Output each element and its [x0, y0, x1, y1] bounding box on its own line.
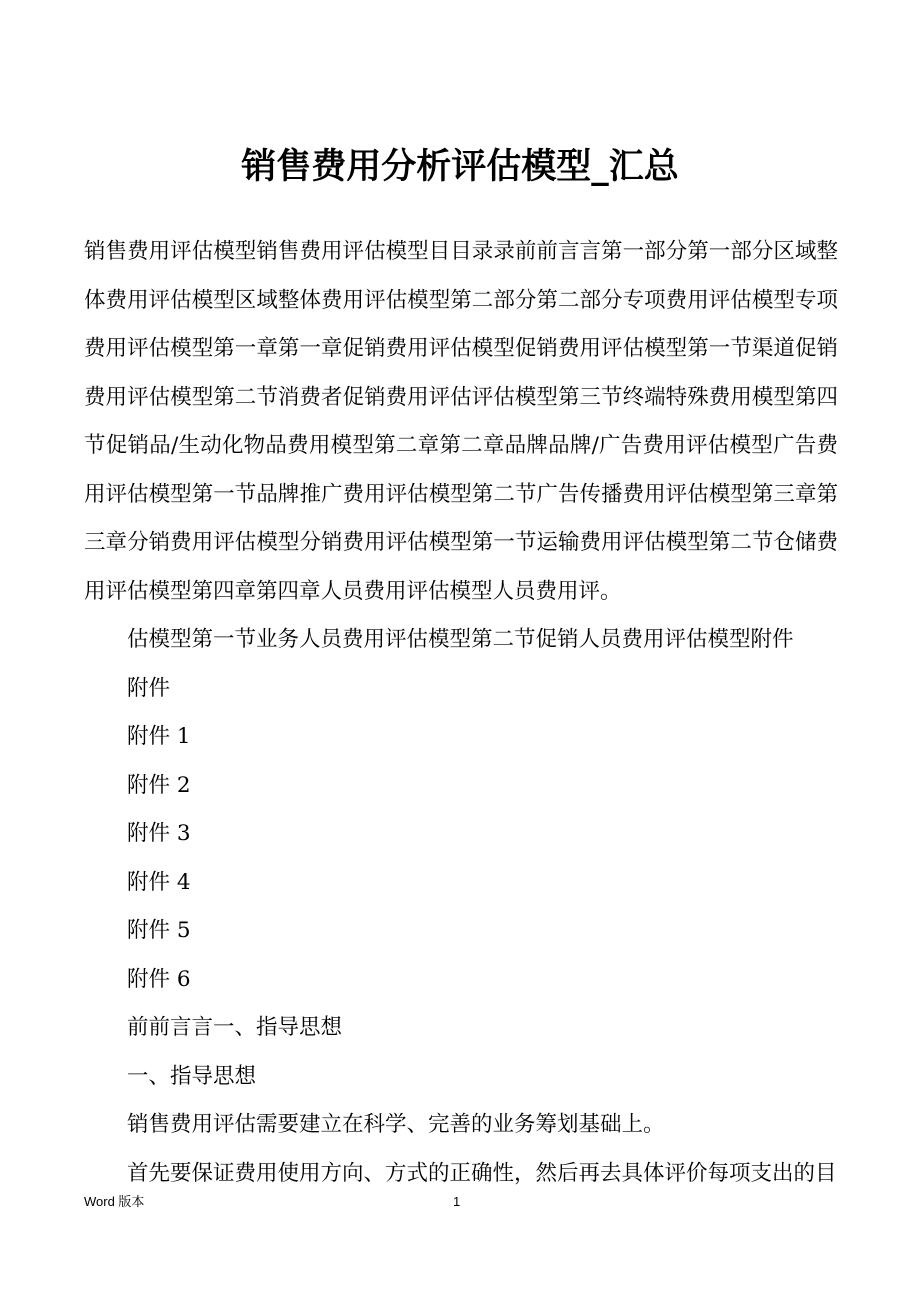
paragraph-guiding-thought: 一、指导思想	[127, 1063, 257, 1089]
paragraph-toc-continued: 估模型第一节业务人员费用评估模型第二节促销人员费用评估模型附件	[127, 627, 794, 652]
paragraph-appendix-1: 附件 1	[127, 724, 191, 749]
paragraph-body-2: 首先要保证费用使用方向、方式的正确性，然后再去具体评价每项支出的目	[127, 1160, 837, 1186]
paragraph-appendix-6: 附件 6	[127, 966, 191, 992]
paragraph-appendix: 附件	[127, 675, 171, 701]
paragraph-appendix-4: 附件 4	[127, 869, 191, 895]
paragraph-appendix-3: 附件 3	[127, 821, 191, 846]
intro-paragraph: 销售费用评估模型销售费用评估模型目目录录前前言言第一部分第一部分区域整体费用评估模型区域整体费用评估模型第二部分第二部分专项费用评估模型专项费用评估模型第一章第一章促销费用评估模型促销费用评估模型第一节渠道促销费用评估模型第二节消费者促销费用评估评估模型第三节终端特殊费用模型第四节促销品/生动化物品费用模型第二章第二章品牌品牌/广告费用评估模型广告费用评估模型第一节品牌推广费用评估模型第二节广告传播费用评估模型第三章第三章分销费用评估模型分销费用评估模型第一节运输费用评估模型第二节仓储费用评估模型第四章第四章人员费用评估模型人员费用评。	[84, 239, 838, 604]
paragraph-body-1: 销售费用评估需要建立在科学、完善的业务筹划基础上。	[127, 1112, 665, 1137]
paragraph-preface-heading: 前前言言一、指导思想	[127, 1015, 343, 1040]
footer-page-number: 1	[453, 1194, 461, 1209]
paragraph-appendix-5: 附件 5	[127, 918, 191, 943]
document-title: 销售费用分析评估模型_汇总	[241, 146, 679, 187]
document-body	[84, 228, 838, 1198]
footer-version-label: Word 版本	[84, 1194, 145, 1209]
paragraph-appendix-2: 附件 2	[127, 772, 191, 798]
